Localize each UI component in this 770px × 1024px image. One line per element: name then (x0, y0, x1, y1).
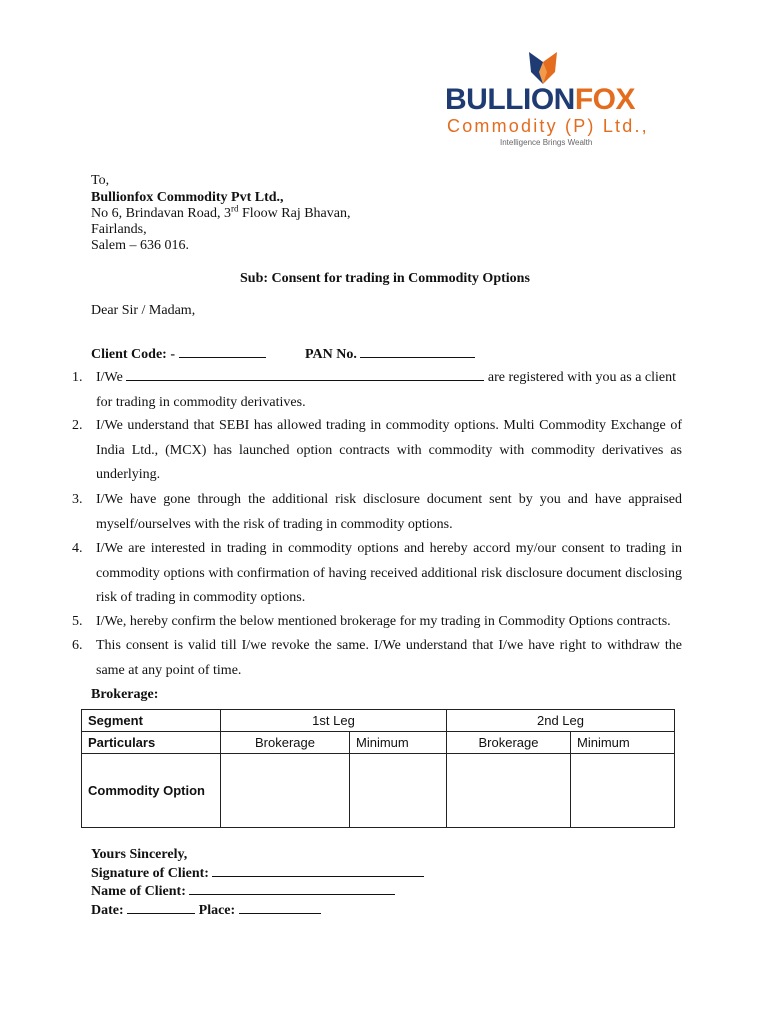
leg1-minimum-cell[interactable] (350, 754, 447, 828)
address-line1: No 6, Brindavan Road, 3rd Floow Raj Bhavan, (91, 203, 351, 221)
leg1-brokerage-header: Brokerage (221, 732, 350, 754)
leg1-header: 1st Leg (221, 710, 447, 732)
leg1-minimum-header: Minimum (350, 732, 447, 754)
leg2-header: 2nd Leg (447, 710, 675, 732)
leg2-minimum-cell[interactable] (571, 754, 675, 828)
leg2-brokerage-header: Brokerage (447, 732, 571, 754)
company-logo (445, 50, 670, 150)
leg2-brokerage-cell[interactable] (447, 754, 571, 828)
point-6: 6. This consent is valid till I/we revoke the same. I/We understand that I/we have right to withdraw the same at any point of time. (72, 638, 682, 678)
logo-subtitle: Commodity (P) Ltd., (447, 116, 649, 136)
logo-wordmark: BULLIONFOX (445, 83, 635, 116)
client-code-field[interactable]: Client Code: - (91, 344, 266, 363)
point-1: 1. I/We are registered with you as a client for trading in commodity derivatives. (72, 366, 682, 415)
address-line2: Fairlands, (91, 222, 147, 237)
yours-sincerely: Yours Sincerely, (91, 847, 188, 862)
client-name-field[interactable]: Name of Client: (91, 882, 395, 900)
address-line3: Salem – 636 016. (91, 238, 189, 253)
date-place-field[interactable]: Date: Place: (91, 901, 321, 919)
point-3: 3. I/We have gone through the additional risk disclosure document sent by you and have appraised myself/ourselves with the risk of trading in commodity options. (72, 492, 682, 532)
subject-line: Sub: Consent for trading in Commodity Options (240, 271, 530, 286)
commodity-option-label: Commodity Option (82, 754, 221, 828)
brokerage-table (81, 709, 675, 828)
point-4: 4. I/We are interested in trading in commodity options and hereby accord my/our consent to trading in commodity options with confirmation of having received additional risk disclosure document disclosing risk of trading in commodity options. (72, 541, 682, 605)
brokerage-heading: Brokerage: (91, 687, 159, 702)
salutation: Dear Sir / Madam, (91, 303, 196, 318)
leg1-brokerage-cell[interactable] (221, 754, 350, 828)
address-company: Bullionfox Commodity Pvt Ltd., (91, 190, 284, 205)
segment-header: Segment (82, 710, 221, 732)
point-5: 5. I/We, hereby confirm the below mentioned brokerage for my trading in Commodity Options contracts. (72, 614, 671, 629)
pan-field[interactable]: PAN No. (305, 344, 475, 363)
logo-tagline: Intelligence Brings Wealth (500, 138, 593, 147)
particulars-header: Particulars (82, 732, 221, 754)
point-2: 2. I/We understand that SEBI has allowed trading in commodity options. Multi Commodity Exchange of India Ltd., (MCX) has launched option contracts with commodity with commodity derivatives as underlying. (72, 418, 682, 482)
signature-field[interactable]: Signature of Client: (91, 864, 424, 882)
leg2-minimum-header: Minimum (571, 732, 675, 754)
fox-logo-icon (525, 50, 561, 86)
address-to: To, (91, 173, 110, 188)
client-name-blank[interactable] (126, 367, 484, 381)
